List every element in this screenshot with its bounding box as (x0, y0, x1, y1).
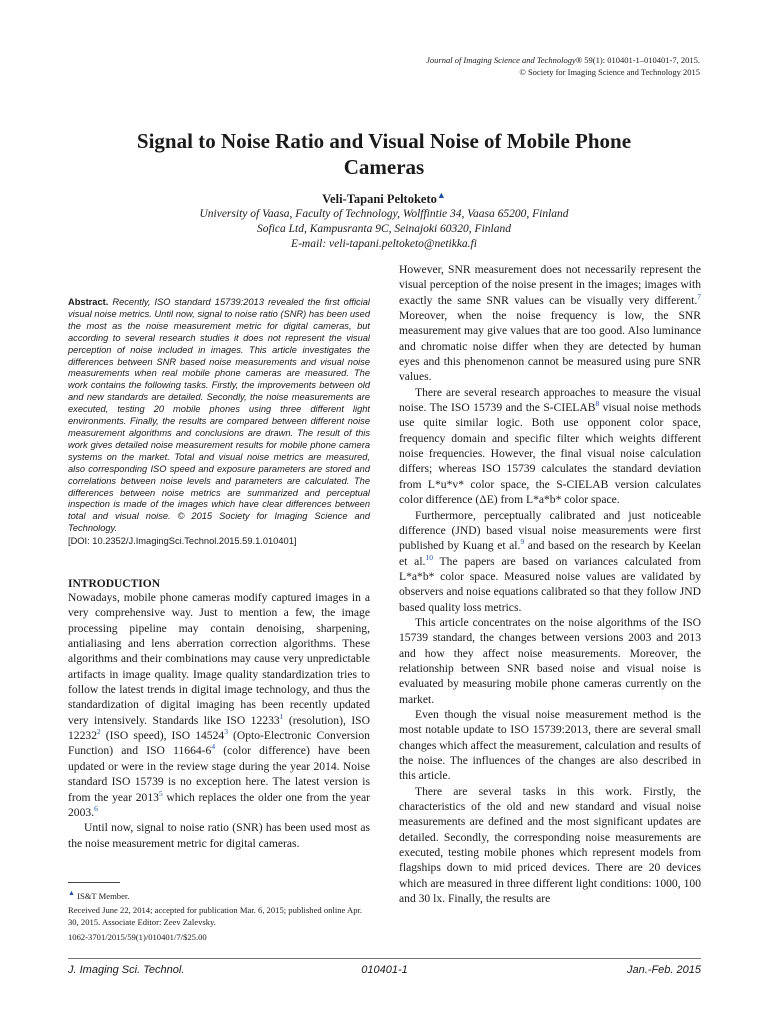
introduction-body (68, 590, 370, 851)
left-column (68, 297, 370, 851)
footnotes (68, 888, 370, 946)
citation-ref[interactable]: 5 (158, 788, 163, 798)
abstract (68, 297, 370, 548)
citation-ref[interactable]: 6 (94, 803, 98, 813)
section-heading-introduction: INTRODUCTION (68, 578, 161, 591)
author-email: E-mail: veli-tapani.peltoketo@netikka.fi (291, 238, 477, 251)
title-block (0, 128, 768, 252)
intro-paragraph-1: Nowadays, mobile phone cameras modify captured images in a very comprehensive way. Just to mention a few, the image processing pipeline may contain denoising, sharpening, antialiasing and lens aberration correction algorithms. These algorithms and their combinations may cause very unpredictable artifacts in image quality. Image quality standardization tries to follow the latest trends in digital image technology, and thus the standardization of digital imaging has been recently updated very intensively. Standards like ISO 12233$^1$ (resolution), ISO 12232$^2$ (ISO speed), ISO 14524$^3$ (Opto-Electronic Conversion Function) and ISO 11664-6$^4$ (color difference) have been updated or were in the review stage during the year 2014. Noise standard ISO 15739 is no exception here. The latest version is from the year 2013$^5$ which replaces the older one from the year 2003.$^6$ (68, 591, 371, 819)
journal-name: Journal of Imaging Science and Technology (426, 55, 576, 65)
paper-title: Signal to Noise Ratio and Visual Noise of Mobile Phone Cameras (136, 129, 632, 179)
citation-ref[interactable]: 1 (279, 711, 284, 721)
author-name: Veli-Tapani Peltoketo (322, 192, 437, 207)
citation-ref[interactable]: 7 (697, 291, 701, 301)
right-paragraph-3: Furthermore, perceptually calibrated and just noticeable difference (JND) based visual noise measurements were first published by Kuang et al.$^9$ and based on the research by Keelan et al.$^{10}$ The papers are based on variances calculated from L*a*b* color space. Measured noise values are validated by observers and noise equations calibrated so that they follow JND based quality loss metrics. (399, 508, 701, 614)
abstract-copyright: © 2015 Society for Imaging Science and Technology. (68, 511, 370, 534)
running-header (426, 54, 700, 78)
footer-page-number: 010401-1 (361, 964, 408, 976)
article-code: 1062-3701/2015/59(1)/010401/7/$25.00 (68, 931, 207, 942)
received-footnote: Received June 22, 2014; accepted for publication Mar. 6, 2015; published online Apr. 30, 2015. Associate Editor: Zeev Zalevsky. (68, 905, 363, 928)
member-star-icon: ▲ (436, 190, 446, 200)
doi-link[interactable]: [DOI: 10.2352/J.ImagingSci.Technol.2015.59.1.010401] (68, 536, 297, 547)
member-footnote: ▲ IS&T Member. (68, 889, 130, 901)
footer-issue-date: Jan.-Feb. 2015 (627, 964, 701, 976)
intro-paragraph-2: Until now, signal to noise ratio (SNR) has been used most as the noise measurement metric for digital cameras. (68, 821, 370, 850)
right-paragraph-6: There are several tasks in this work. Firstly, the characteristics of the old and new standard and visual noise measurements are defined and the most significant updates are detailed. Secondly, the corresponding noise measurements are executed, testing mobile phones which represent models from flagships down to mid priced devices. There are 20 devices which are measured in three different light conditions: 1000, 100 and 30 lx. Finally, the results are (399, 784, 701, 906)
citation-ref[interactable]: 10 (425, 552, 433, 562)
abstract-text: Recently, ISO standard 15739:2013 revealed the first official visual noise metrics. Until now, signal to noise ratio (SNR) has been used the most as the noise measurement metric for digital cameras, but according to several research studies it does not represent the visual perception of noise included in images. This article investigates the differences between SNR based noise measurements and visual noise measurements when real mobile phone cameras are measured. The work contains the following tasks. Firstly, the improvements between old and new standards are detailed. Secondly, the noise measurements are executed, testing 20 mobile phones using three different light environments. Finally, the results are compared between different noise measurement algorithms and conclusions are drawn. The result of this work gives detailed noise measurement results for mobile phone camera systems on the market. Total and visual noise metrics are measured, also corresponding ISO speed and exposure parameters are stored and correlations between noise levels and parameters are calculated. The differences between noise metrics are summarized and perceptual inspection is made of the images which have clear differences between total and visual noise. (68, 297, 370, 522)
citation-ref[interactable]: 4 (211, 742, 216, 752)
footnote-divider (68, 882, 120, 883)
society-copyright: © Society for Imaging Science and Technology 2015 (519, 67, 700, 77)
footer-divider (68, 958, 701, 959)
abstract-label: Abstract. (68, 297, 109, 307)
member-star-icon: ▲ (68, 889, 75, 897)
affiliation-2: Sofica Ltd, Kampusranta 9C, Seinajoki 60320, Finland (257, 223, 511, 236)
citation-ref[interactable]: 9 (520, 537, 525, 547)
citation-ref[interactable]: 3 (224, 727, 228, 737)
affiliation-1: University of Vaasa, Faculty of Technology, Wolffintie 34, Vaasa 65200, Finland (199, 208, 569, 221)
right-column (399, 262, 701, 906)
journal-volume-pages: ® 59(1): 010401-1–010401-7, 2015. (575, 55, 700, 65)
right-paragraph-4: This article concentrates on the noise algorithms of the ISO 15739 standard, the changes between versions 2003 and 2013 and how they affect noise measurements. Moreover, the relationship between SNR based noise and visual noise is evaluated by measuring mobile phone cameras currently on the market. (399, 615, 701, 706)
citation-ref[interactable]: 8 (595, 399, 600, 409)
author-line (0, 190, 768, 207)
citation-ref[interactable]: 2 (96, 727, 101, 737)
footer-journal: J. Imaging Sci. Technol. (68, 964, 185, 976)
right-paragraph-1: However, SNR measurement does not necessarily represent the visual perception of the noise present in the images; images with exactly the same SNR values can be visually very different.$^7$ Moreover, when the noise frequency is low, the SNR measurement may give values that are too good. Also luminance and chromatic noise differ when they are detected by human eyes and this phenomenon cannot be measured using pure SNR values. (399, 263, 701, 384)
right-paragraph-5: Even though the visual noise measurement method is the most notable update to ISO 15739:2013, there are several small changes which affect the measurement, calculation and results of the noise. The influences of the changes are also described in this article. (399, 707, 701, 783)
journal-citation (426, 54, 700, 66)
right-paragraph-2: There are several research approaches to measure the visual noise. The ISO 15739 and the S-CIELAB$^8$ visual noise methods use quite similar logic. Both use opponent color space, frequency domain and specific filter which weights different noise frequencies. However, the final visual noise calculation differs; whereas ISO 15739 calculates the standard deviation from L*u*v* color space, the S-CIELAB version calculates color difference (ΔE) from L*a*b* color space. (399, 385, 701, 507)
